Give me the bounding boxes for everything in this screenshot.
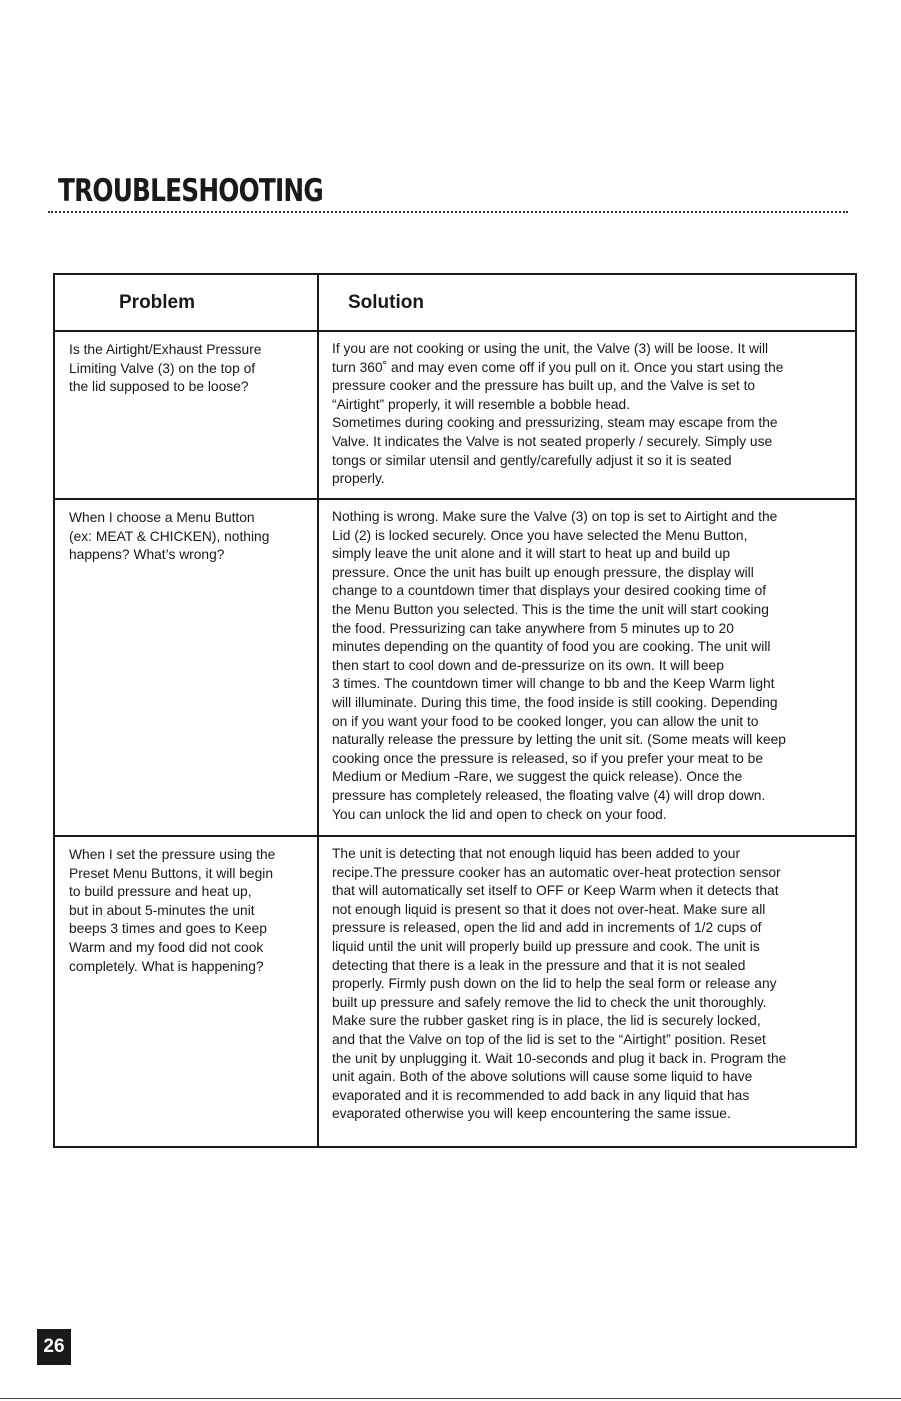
page-bottom-edge: [0, 1398, 901, 1399]
solution-cell: Nothing is wrong. Make sure the Valve (3) on top is set to Airtight and the Lid (2) is locked securely. Once you have selected the Menu Button, simply leave the unit alone and it will start to heat up and build up pressure. Once the unit has built up enough pressure, the display will change to a countdown timer that displays your desired cooking time of the Menu Button you selected. This is the time the unit will start cooking the food. Pressurizing can take anywhere from 5 minutes up to 20 minutes depending on the quantity of food you are cooking. The unit will then start to cool down and de-pressurize on its own. It will beep 3 times. The countdown timer will change to bb and the Keep Warm light will illuminate. During this time, the food inside is still cooking. Depending on if you want your food to be cooked longer, you can allow the unit to naturally release the pressure by letting the unit sit. (Some meats will keep cooking once the pressure is released, so if you prefer your meat to be Medium or Medium -Rare, we suggest the quick release). Once the pressure has completely released, the floating valve (4) will drop down. You can unlock the lid and open to check on your food.: [318, 499, 856, 836]
header-solution: Solution: [318, 274, 856, 331]
problem-cell: When I set the pressure using the Preset Menu Buttons, it will begin to build pressure and heat up, but in about 5-minutes the unit beeps 3 times and goes to Keep Warm and my food did not cook completely. What is happening?: [54, 836, 318, 1147]
solution-cell: If you are not cooking or using the unit, the Valve (3) will be loose. It will turn 360˚ and may even come off if you pull on it. Once you start using the pressure cooker and the pressure has built up, and the Valve is set to “Airtight” properly, it will resemble a bobble head. Sometimes during cooking and pressurizing, steam may escape from the Valve. It indicates the Valve is not seated properly / securely. Simply use tongs or similar utensil and gently/carefully adjust it so it is seated properly.: [318, 331, 856, 499]
table-row: [54, 331, 856, 499]
header-problem: Problem: [54, 274, 318, 331]
problem-cell: When I choose a Menu Button (ex: MEAT & CHICKEN), nothing happens? What’s wrong?: [54, 499, 318, 836]
page-title: TROUBLESHOOTING: [58, 173, 323, 209]
problem-cell: Is the Airtight/Exhaust Pressure Limiting Valve (3) on the top of the lid supposed to be loose?: [54, 331, 318, 499]
page-number-badge: 26: [37, 1329, 71, 1365]
troubleshooting-table: [53, 273, 857, 1148]
table-header-row: [54, 274, 856, 331]
solution-cell: The unit is detecting that not enough liquid has been added to your recipe.The pressure cooker has an automatic over-heat protection sensor that will automatically set itself to OFF or Keep Warm when it detects that not enough liquid is present so that it does not over-heat. Make sure all pressure is released, open the lid and add in increments of 1/2 cups of liquid until the unit will properly build up pressure and cook. The unit is detecting that there is a leak in the pressure and that it is not sealed properly. Firmly push down on the lid to help the seal form or release any built up pressure and safely remove the lid to check the unit thoroughly. Make sure the rubber gasket ring is in place, the lid is securely locked, and that the Valve on top of the lid is set to the “Airtight” position. Reset the unit by unplugging it. Wait 10-seconds and plug it back in. Program the unit again. Both of the above solutions will cause some liquid to have evaporated and it is recommended to add back in any liquid that has evaporated otherwise you will keep encountering the same issue.: [318, 836, 856, 1147]
table-row: [54, 499, 856, 836]
table-row: [54, 836, 856, 1147]
title-divider: [48, 211, 848, 213]
